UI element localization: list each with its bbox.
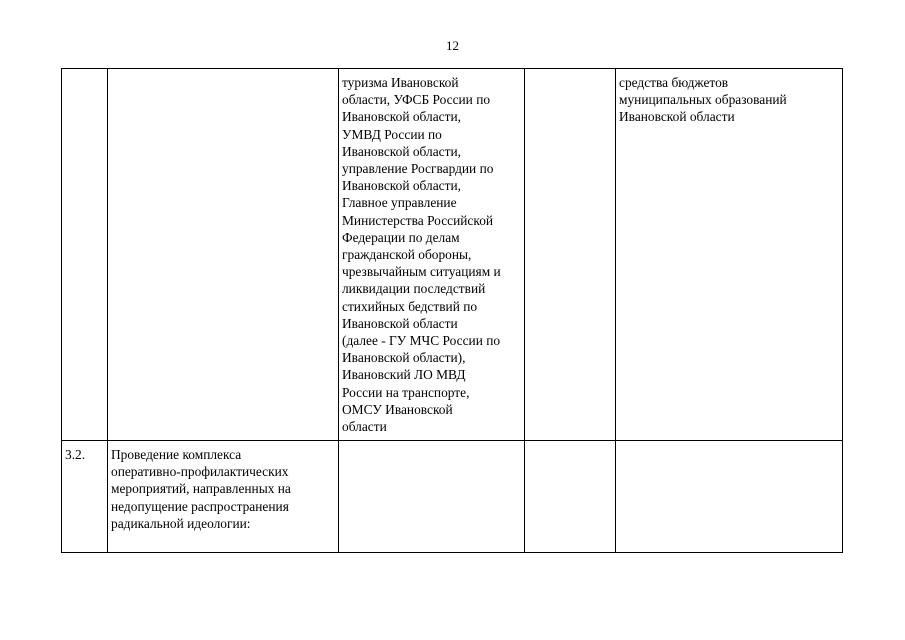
executors-line: области xyxy=(342,419,387,435)
executors-line: Ивановской области, xyxy=(342,178,461,194)
cell-number xyxy=(62,69,108,441)
executors-line: Ивановский ЛО МВД xyxy=(342,367,466,383)
cell-executors xyxy=(339,441,525,553)
executors-line: (далее - ГУ МЧС России по xyxy=(342,333,501,349)
executors-line: Главное управление xyxy=(342,195,457,211)
executors-line: Ивановской области, xyxy=(342,143,461,159)
table-row xyxy=(62,441,843,553)
executors-line: стихийных бедствий по xyxy=(342,298,478,314)
executors-line: ОМСУ Ивановской xyxy=(342,401,453,417)
event-line: оперативно-профилактических xyxy=(111,464,289,480)
cell-event xyxy=(108,441,339,553)
executors-line: УМВД России по xyxy=(342,126,442,142)
executors-line: туризма Ивановской xyxy=(342,75,459,90)
event-line: мероприятий, направленных на xyxy=(111,481,291,497)
event-line: Проведение комплекса xyxy=(111,447,242,462)
cell-deadline xyxy=(525,441,616,553)
executors-line: Ивановской области, xyxy=(342,109,461,125)
executors-line: Ивановской области), xyxy=(342,350,466,366)
cell-executors xyxy=(339,69,525,441)
executors-line: Министерства Российской xyxy=(342,212,494,228)
executors-line: ликвидации последствий xyxy=(342,281,486,297)
funding-line: средства бюджетов xyxy=(619,75,729,90)
table-row xyxy=(62,69,843,441)
page-number: 12 xyxy=(446,38,459,53)
funding-line: муниципальных образований xyxy=(619,92,787,108)
measures-table xyxy=(61,68,843,553)
cell-deadline xyxy=(525,69,616,441)
event-line: недопущение распространения xyxy=(111,498,289,514)
executors-line: управление Росгвардии по xyxy=(342,161,494,177)
funding-line: Ивановской области xyxy=(619,109,735,125)
executors-line: гражданской обороны, xyxy=(342,247,472,263)
executors-line: чрезвычайным ситуациям и xyxy=(342,264,501,280)
executors-line: области, УФСБ России по xyxy=(342,92,491,108)
cell-event xyxy=(108,69,339,441)
event-line: радикальной идеологии: xyxy=(111,515,251,531)
cell-funding xyxy=(616,441,843,553)
executors-line: России на транспорте, xyxy=(342,384,470,400)
cell-funding xyxy=(616,69,843,441)
executors-line: Ивановской области xyxy=(342,315,458,331)
cell-number: 3.2. xyxy=(62,441,108,553)
executors-line: Федерации по делам xyxy=(342,229,460,245)
